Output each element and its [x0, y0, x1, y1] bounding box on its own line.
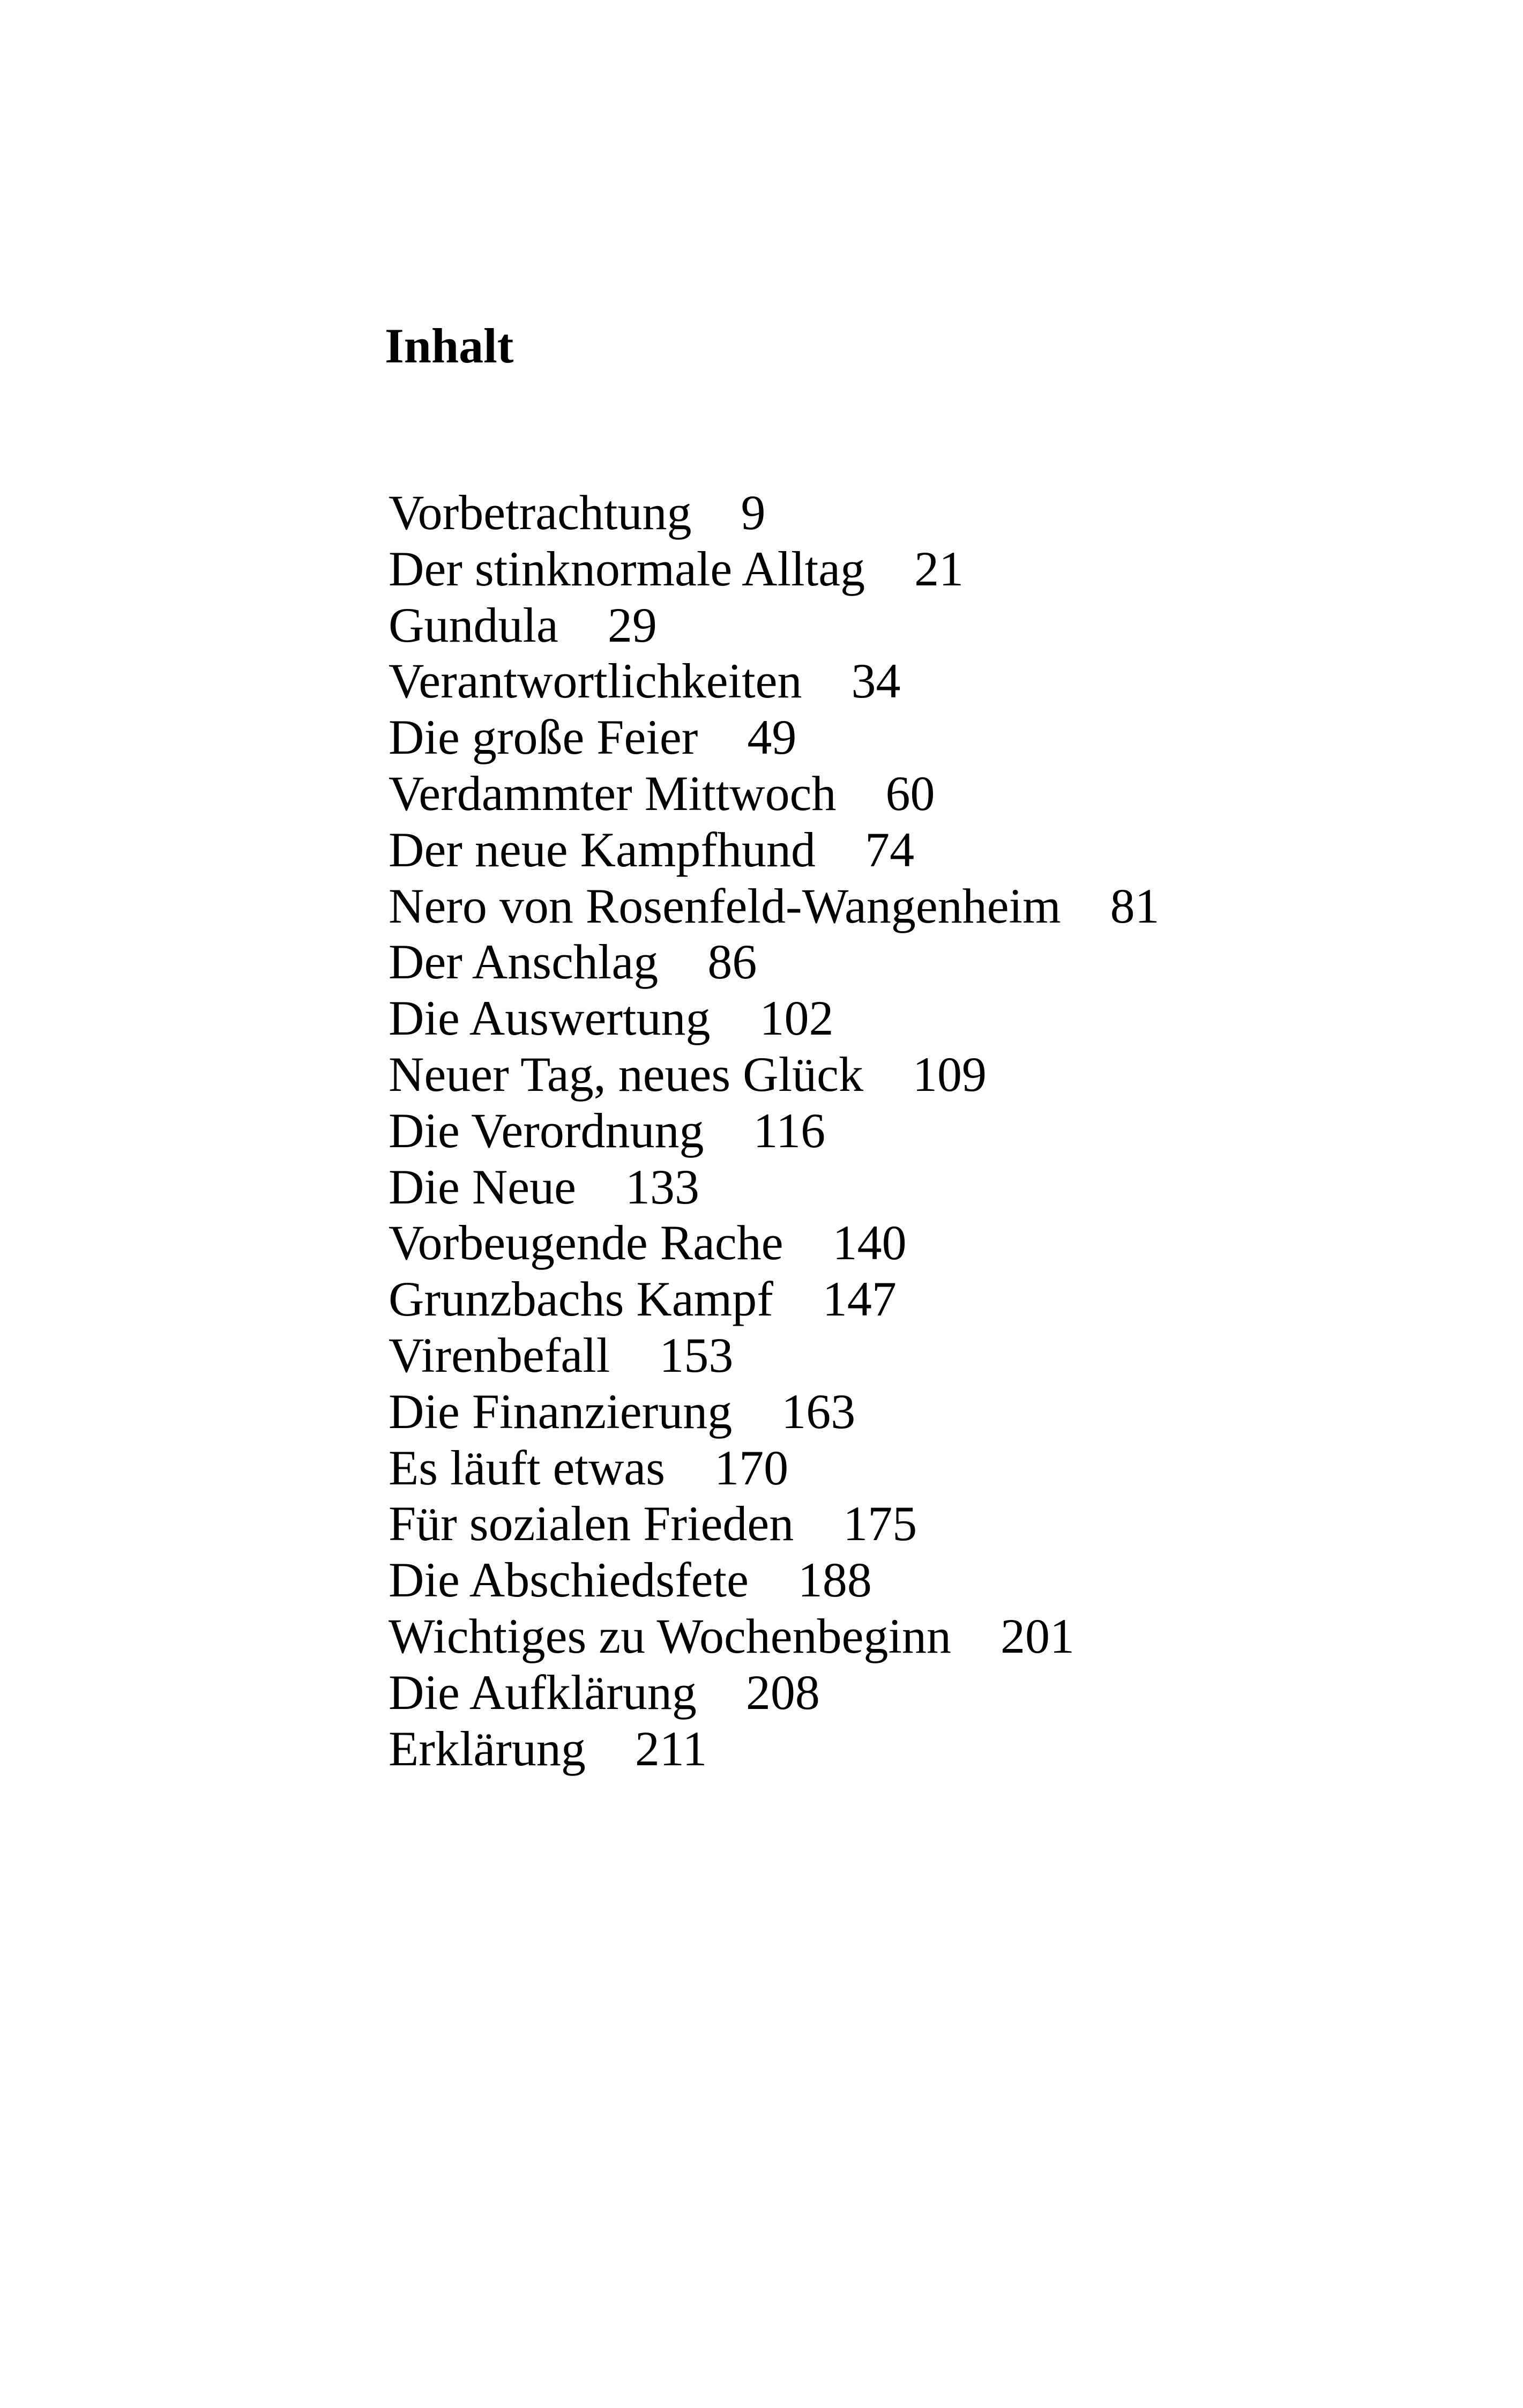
toc-entry-title: Verantwortlichkeiten [389, 653, 802, 709]
toc-entry-page: 29 [607, 597, 657, 652]
toc-entry-title: Erklärung [389, 1721, 586, 1776]
toc-entry-title: Die Auswertung [389, 991, 711, 1046]
toc-entry-page: 208 [745, 1664, 820, 1720]
toc-entry-page: 188 [797, 1552, 872, 1608]
toc-entry [389, 597, 1160, 653]
toc-entry [389, 765, 1160, 822]
page-title: Inhalt [385, 318, 514, 373]
toc-entry-title: Vorbeugende Rache [389, 1215, 783, 1270]
toc-entry-page: 49 [747, 710, 797, 765]
toc-entry-page: 81 [1110, 878, 1160, 933]
toc-entry-title: Grunzbachs Kampf [389, 1272, 773, 1327]
toc-entry-page: 175 [843, 1496, 917, 1551]
toc-entry [389, 1721, 1160, 1777]
toc-entry-page: 201 [1001, 1608, 1075, 1663]
toc-entry-page: 211 [634, 1721, 707, 1776]
toc-entry-title: Es läuft etwas [389, 1440, 666, 1495]
toc-entry [389, 878, 1160, 934]
toc-entry-title: Die Aufklärung [389, 1664, 697, 1720]
toc-entry [389, 1159, 1160, 1215]
toc-entry-page: 153 [659, 1327, 734, 1383]
toc-entry [389, 653, 1160, 709]
toc-entry-page: 74 [865, 822, 915, 877]
toc-entry-page: 109 [913, 1046, 987, 1102]
toc-entry-page: 21 [914, 541, 964, 596]
toc-entry [389, 541, 1160, 597]
toc-entry [389, 1271, 1160, 1327]
toc-entry-title: Verdammter Mittwoch [389, 765, 837, 821]
toc-entry [389, 1608, 1160, 1664]
toc-entry [389, 709, 1160, 765]
toc-entry [389, 1440, 1160, 1496]
toc-entry-page: 140 [832, 1215, 907, 1270]
toc-entry [389, 1046, 1160, 1103]
toc-entry-title: Die Finanzierung [389, 1384, 733, 1439]
toc-entry [389, 1327, 1160, 1384]
toc-entry [389, 1496, 1160, 1552]
toc-entry-page: 102 [759, 991, 834, 1046]
toc-entry-title: Gundula [389, 597, 558, 652]
toc-entry [389, 822, 1160, 878]
toc-entry [389, 934, 1160, 990]
toc-entry-title: Neuer Tag, neues Glück [389, 1046, 863, 1102]
toc-entry-title: Der stinknormale Alltag [389, 541, 865, 596]
toc-entry-title: Virenbefall [389, 1327, 610, 1383]
toc-entry [389, 1552, 1160, 1608]
toc-entry-title: Nero von Rosenfeld-Wangenheim [389, 878, 1061, 933]
toc-entry-page: 147 [822, 1272, 897, 1327]
toc-entry-title: Für sozialen Frieden [389, 1496, 794, 1551]
toc-entry-page: 116 [753, 1103, 826, 1158]
toc-entry-title: Die große Feier [389, 710, 698, 765]
toc-entry [389, 485, 1160, 541]
toc-entry-title: Wichtiges zu Wochenbeginn [389, 1608, 952, 1663]
toc-entry-page: 34 [851, 653, 901, 709]
toc-entry-title: Der neue Kampfhund [389, 822, 816, 877]
toc-entry-page: 170 [714, 1440, 789, 1495]
table-of-contents [389, 485, 1160, 1777]
toc-entry-title: Die Abschiedsfete [389, 1552, 749, 1608]
toc-entry-title: Die Neue [389, 1159, 576, 1214]
toc-entry-page: 60 [885, 765, 935, 821]
toc-entry-page: 163 [781, 1384, 856, 1439]
toc-entry [389, 1215, 1160, 1271]
toc-entry [389, 1384, 1160, 1440]
toc-entry [389, 1103, 1160, 1159]
toc-entry-page: 86 [707, 934, 757, 990]
toc-entry [389, 990, 1160, 1046]
toc-entry-page: 9 [741, 485, 766, 540]
toc-entry-title: Vorbetrachtung [389, 485, 692, 540]
toc-entry [389, 1664, 1160, 1721]
toc-entry-page: 133 [625, 1159, 699, 1214]
toc-entry-title: Der Anschlag [389, 934, 659, 990]
toc-entry-title: Die Verordnung [389, 1103, 704, 1158]
